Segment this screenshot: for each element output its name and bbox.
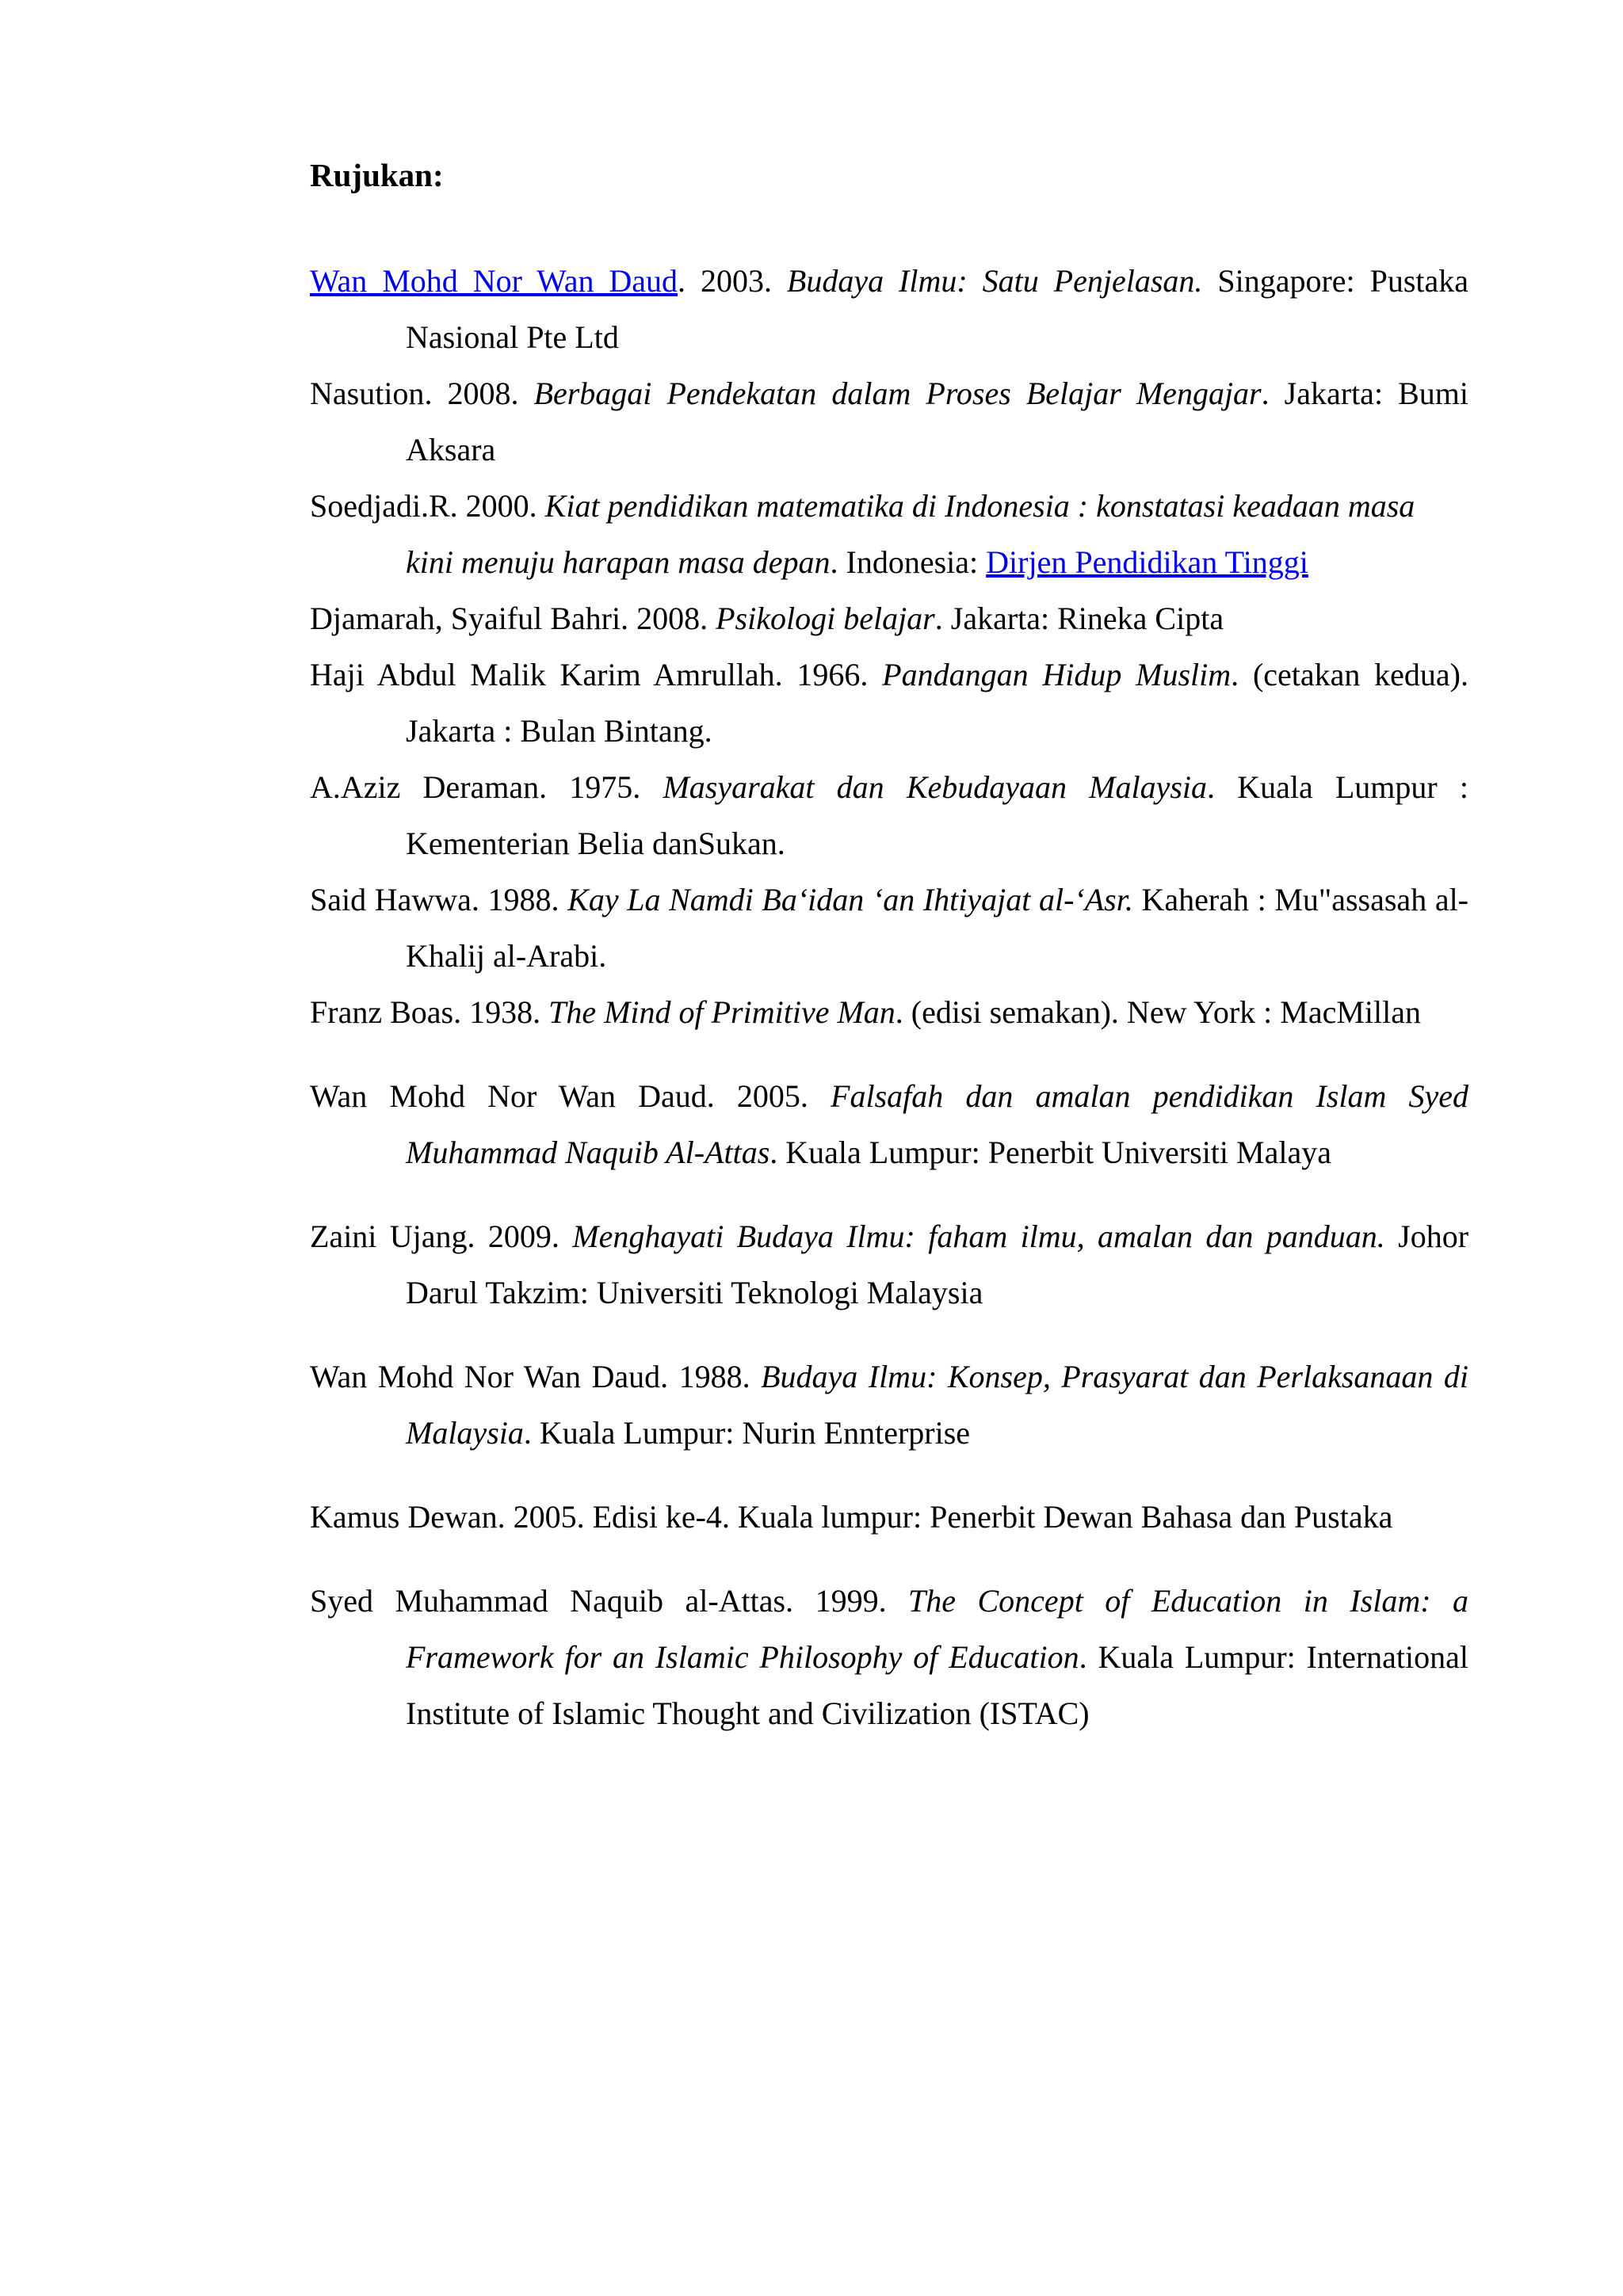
reference-entry xyxy=(310,759,1468,871)
reference-entry xyxy=(310,590,1468,646)
reference-entry xyxy=(310,1068,1468,1180)
reference-author: Kamus Dewan xyxy=(310,1499,498,1535)
reference-author: Wan Mohd Nor Wan Daud xyxy=(310,1078,707,1114)
reference-year: . 2009. xyxy=(467,1219,573,1254)
reference-title: Psikologi belajar xyxy=(716,601,935,636)
reference-entry xyxy=(310,1489,1468,1545)
reference-entry xyxy=(310,984,1468,1040)
reference-title: The Mind of Primitive Man xyxy=(548,994,896,1030)
reference-year: . 1966. xyxy=(774,657,883,692)
reference-publisher: . (edisi semakan). New York : MacMillan xyxy=(895,994,1422,1030)
reference-year: . 2008. xyxy=(424,376,534,411)
reference-author: A.Aziz Deraman xyxy=(310,769,540,805)
reference-year: . 2005. xyxy=(706,1078,831,1114)
reference-entry xyxy=(310,253,1468,365)
author-link[interactable]: Wan Mohd Nor Wan Daud xyxy=(310,263,678,299)
reference-author: Nasution xyxy=(310,376,425,411)
reference-title: Masyarakat dan Kebudayaan Malaysia xyxy=(663,769,1208,805)
reference-publisher: . Kuala Lumpur: Penerbit Universiti Malaya xyxy=(769,1135,1331,1170)
reference-title: Menghayati Budaya Ilmu: faham ilmu, amalan dan panduan. xyxy=(572,1219,1385,1254)
reference-year: . 1999. xyxy=(785,1583,909,1619)
reference-entry xyxy=(310,365,1468,478)
reference-title: Pandangan Hidup Muslim xyxy=(882,657,1232,692)
reference-entry xyxy=(310,1348,1468,1461)
reference-year: . 2003. xyxy=(678,263,787,299)
reference-publisher: . Kuala Lumpur : Kementerian Belia danSukan. xyxy=(406,769,1468,861)
reference-entry xyxy=(310,1573,1468,1741)
reference-author: Wan Mohd Nor Wan Daud xyxy=(310,1359,661,1394)
reference-title: Budaya Ilmu: Konsep, Prasyarat dan Perlaksanaan di Malaysia xyxy=(406,1359,1468,1451)
page-content xyxy=(310,154,1468,1741)
reference-entry xyxy=(310,478,1468,590)
reference-title: Berbagai Pendekatan dalam Proses Belajar Mengajar xyxy=(533,376,1262,411)
reference-publisher: Kaherah : Mu"assasah al-Khalij al-Arabi. xyxy=(406,882,1468,974)
reference-publisher: . Kuala Lumpur: Nurin Ennterprise xyxy=(523,1415,971,1451)
reference-title: The Concept of Education in Islam: a Framework for an Islamic Philosophy of Education xyxy=(406,1583,1468,1675)
reference-author: Syed Muhammad Naquib al-Attas xyxy=(310,1583,786,1619)
reference-author: Soedjadi.R xyxy=(310,488,450,524)
reference-year: . 1938. xyxy=(453,994,549,1030)
reference-publisher: . Jakarta: Bumi Aksara xyxy=(406,376,1469,467)
reference-year: . 1988. xyxy=(471,882,568,917)
reference-year: . 2005. xyxy=(497,1499,593,1535)
reference-author: Zaini Ujang xyxy=(310,1219,468,1254)
reference-title: Falsafah dan amalan pendidikan Islam Syed Muhammad Naquib Al-Attas xyxy=(406,1078,1469,1170)
reference-publisher: Edisi ke-4. Kuala lumpur: Penerbit Dewan Bahasa dan Pustaka xyxy=(592,1499,1393,1535)
reference-publisher: . Kuala Lumpur: International Institute of Islamic Thought and Civilization (ISTAC) xyxy=(406,1639,1468,1731)
reference-title: Budaya Ilmu: Satu Penjelasan. xyxy=(786,263,1203,299)
reference-title: Kay La Namdi Ba‘idan ‘an Ihtiyajat al-‘Asr. xyxy=(567,882,1133,917)
reference-entry xyxy=(310,1208,1468,1321)
reference-author: Haji Abdul Malik Karim Amrullah xyxy=(310,657,775,692)
reference-author: Franz Boas xyxy=(310,994,454,1030)
reference-year: . 1975. xyxy=(539,769,663,805)
reference-publisher: . (cetakan kedua). Jakarta : Bulan Bintang. xyxy=(406,657,1469,749)
reference-year: . 2000. xyxy=(449,488,545,524)
reference-publisher: Johor Darul Takzim: Universiti Teknologi Malaysia xyxy=(406,1219,1469,1310)
reference-entry xyxy=(310,646,1468,759)
page-heading: Rujukan: xyxy=(310,157,444,193)
publisher-link[interactable]: Dirjen Pendidikan Tinggi xyxy=(986,544,1308,580)
reference-publisher: . Jakarta: Rineka Cipta xyxy=(934,601,1224,636)
reference-year: . 1988. xyxy=(660,1359,762,1394)
reference-publisher: . Indonesia: xyxy=(830,544,987,580)
reference-author: Djamarah, Syaiful Bahri xyxy=(310,601,621,636)
reference-list xyxy=(310,253,1468,1741)
reference-year: . 2008. xyxy=(621,601,716,636)
reference-entry xyxy=(310,871,1468,984)
reference-author: Said Hawwa xyxy=(310,882,472,917)
reference-title: Kiat pendidikan matematika di Indonesia : konstatasi keadaan masa kini menuju harapan masa depan xyxy=(406,488,1415,580)
reference-publisher: Singapore: Pustaka Nasional Pte Ltd xyxy=(406,263,1469,355)
